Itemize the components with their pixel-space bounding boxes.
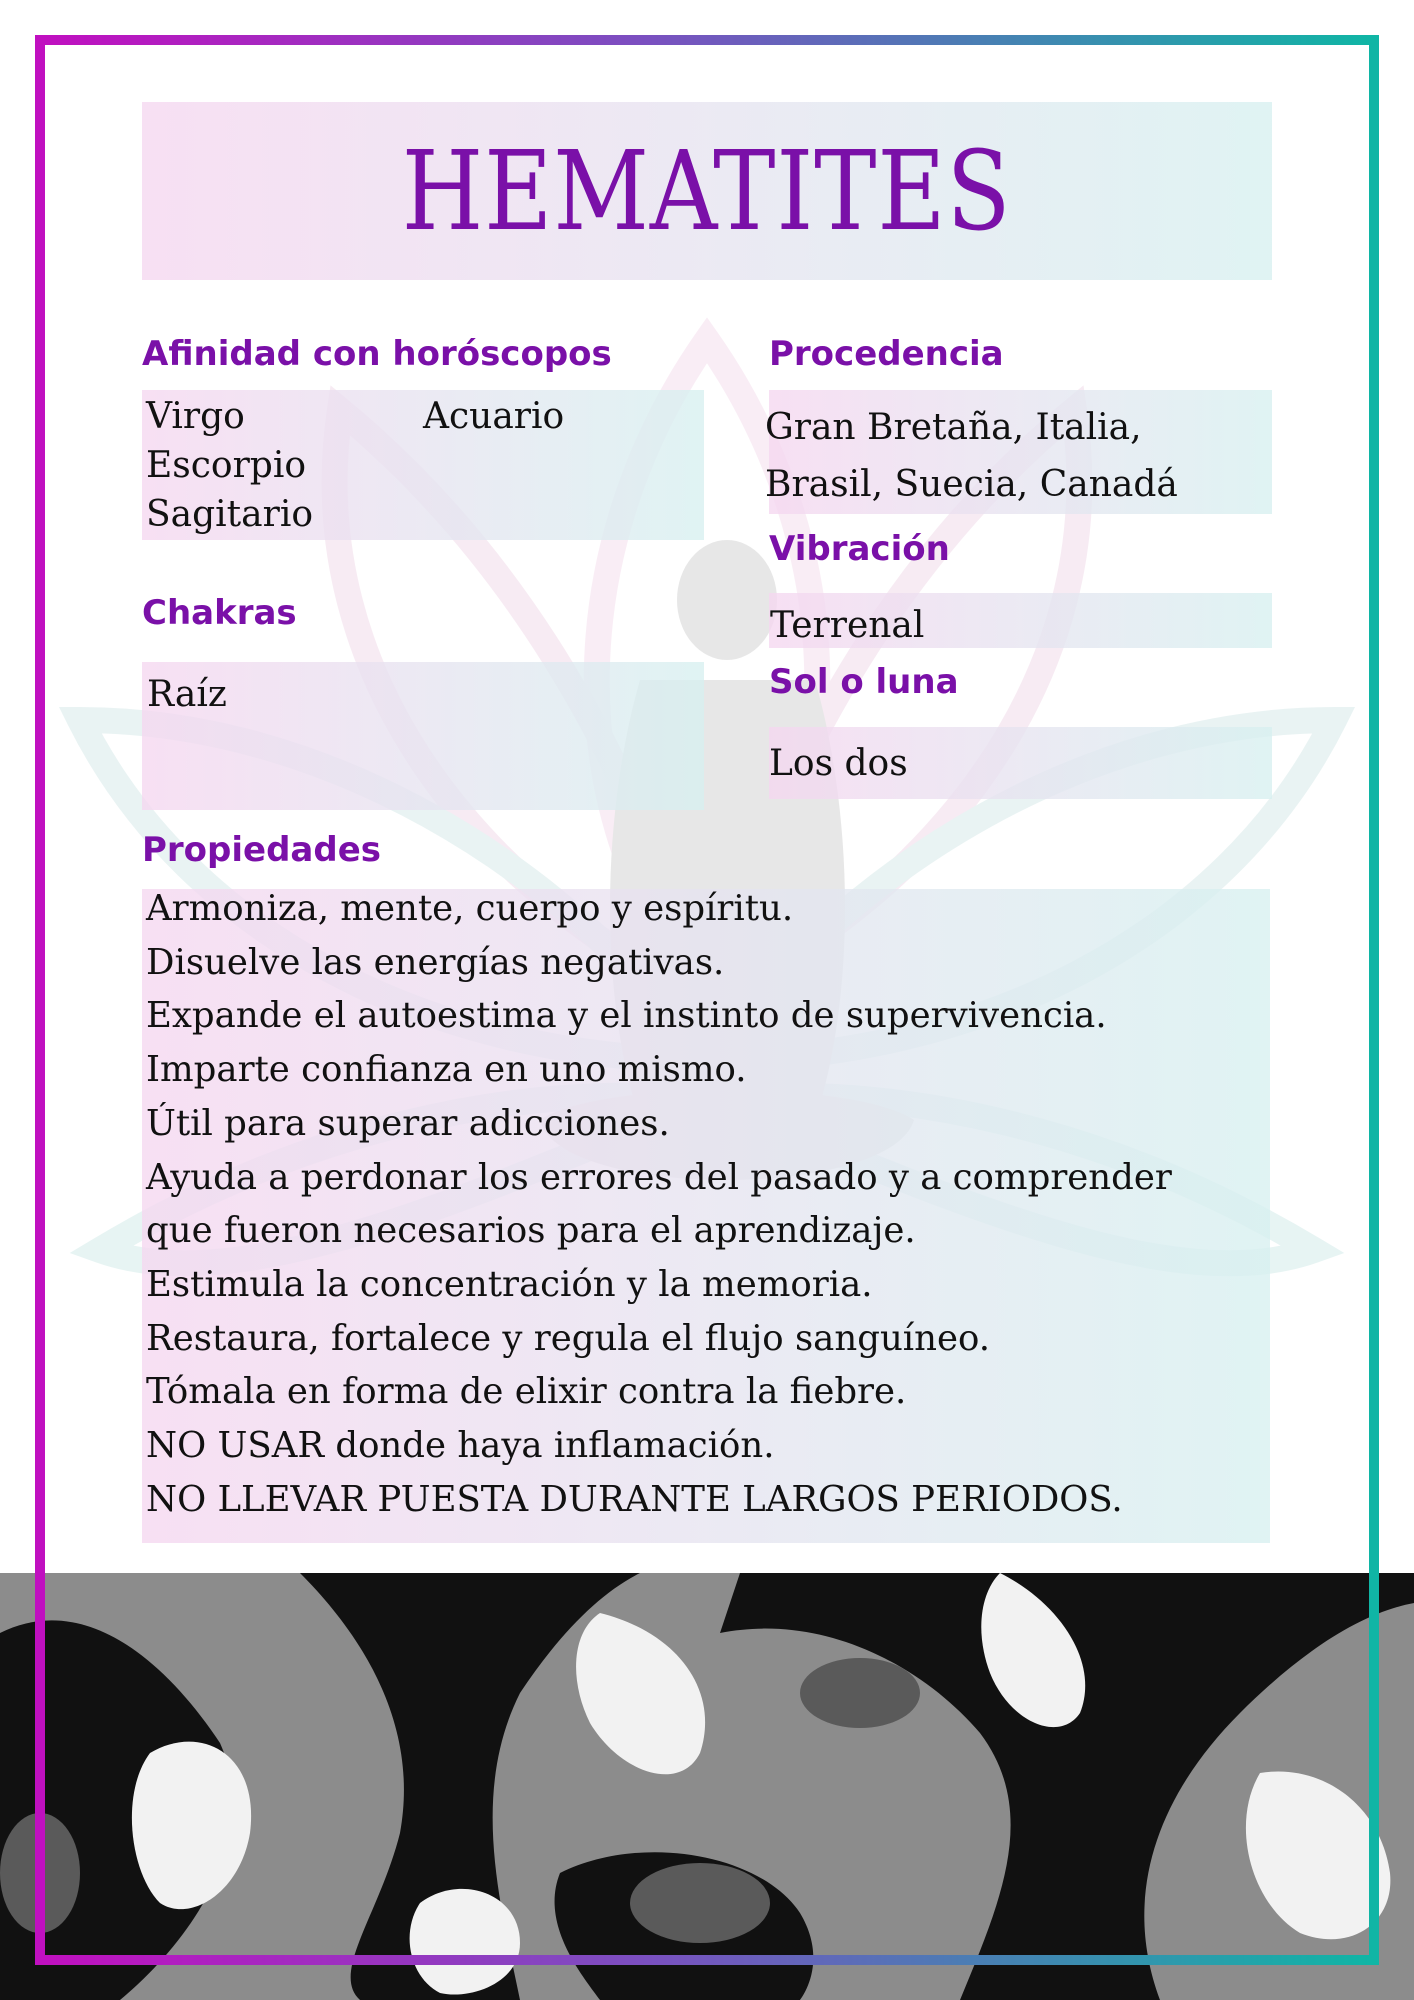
origin-line-2: Brasil, Suecia, Canadá — [765, 464, 1178, 505]
property-item: Armoniza, mente, cuerpo y espíritu. — [146, 888, 794, 929]
property-item: que fueron necesarios para el aprendizaje. — [146, 1210, 916, 1252]
horoscope-escorpio: Escorpio — [146, 445, 307, 486]
vibration-value: Terrenal — [770, 605, 925, 646]
property-item: Disuelve las energías negativas. — [146, 941, 725, 983]
stone-texture-image — [0, 1573, 1414, 2000]
horoscopes-label: Afinidad con horóscopos — [142, 334, 612, 374]
horoscope-acuario: Acuario — [423, 396, 565, 437]
title-banner — [142, 102, 1272, 280]
property-item: Expande el autoestima y el instinto de supervivencia. — [146, 995, 1107, 1037]
horoscope-virgo: Virgo — [146, 396, 245, 437]
properties-label: Propiedades — [142, 830, 382, 870]
page-title: HEMATITES — [402, 127, 1012, 255]
sun-moon-label: Sol o luna — [769, 662, 959, 702]
property-item: Ayuda a perdonar los errores del pasado y a comprender — [146, 1156, 1172, 1198]
hematite-stone-photo — [0, 1573, 1414, 2000]
chakras-value: Raíz — [147, 674, 227, 715]
sun-moon-value: Los dos — [769, 743, 908, 784]
property-item: Restaura, fortalece y regula el flujo sanguíneo. — [146, 1317, 991, 1359]
origin-line-1: Gran Bretaña, Italia, — [765, 407, 1142, 448]
property-item: NO LLEVAR PUESTA DURANTE LARGOS PERIODOS. — [146, 1478, 1123, 1520]
property-item: Útil para superar adicciones. — [146, 1102, 670, 1144]
chakras-label: Chakras — [142, 593, 297, 633]
properties-list — [146, 882, 1266, 1526]
property-item: Estimula la concentración y la memoria. — [146, 1263, 873, 1305]
horoscope-sagitario: Sagitario — [146, 494, 314, 535]
property-item: Tómala en forma de elixir contra la fiebre. — [146, 1371, 907, 1413]
property-item: Imparte confianza en uno mismo. — [146, 1049, 747, 1091]
origin-label: Procedencia — [769, 334, 1004, 374]
property-item: NO USAR donde haya inflamación. — [146, 1425, 775, 1467]
vibration-label: Vibración — [769, 529, 950, 569]
